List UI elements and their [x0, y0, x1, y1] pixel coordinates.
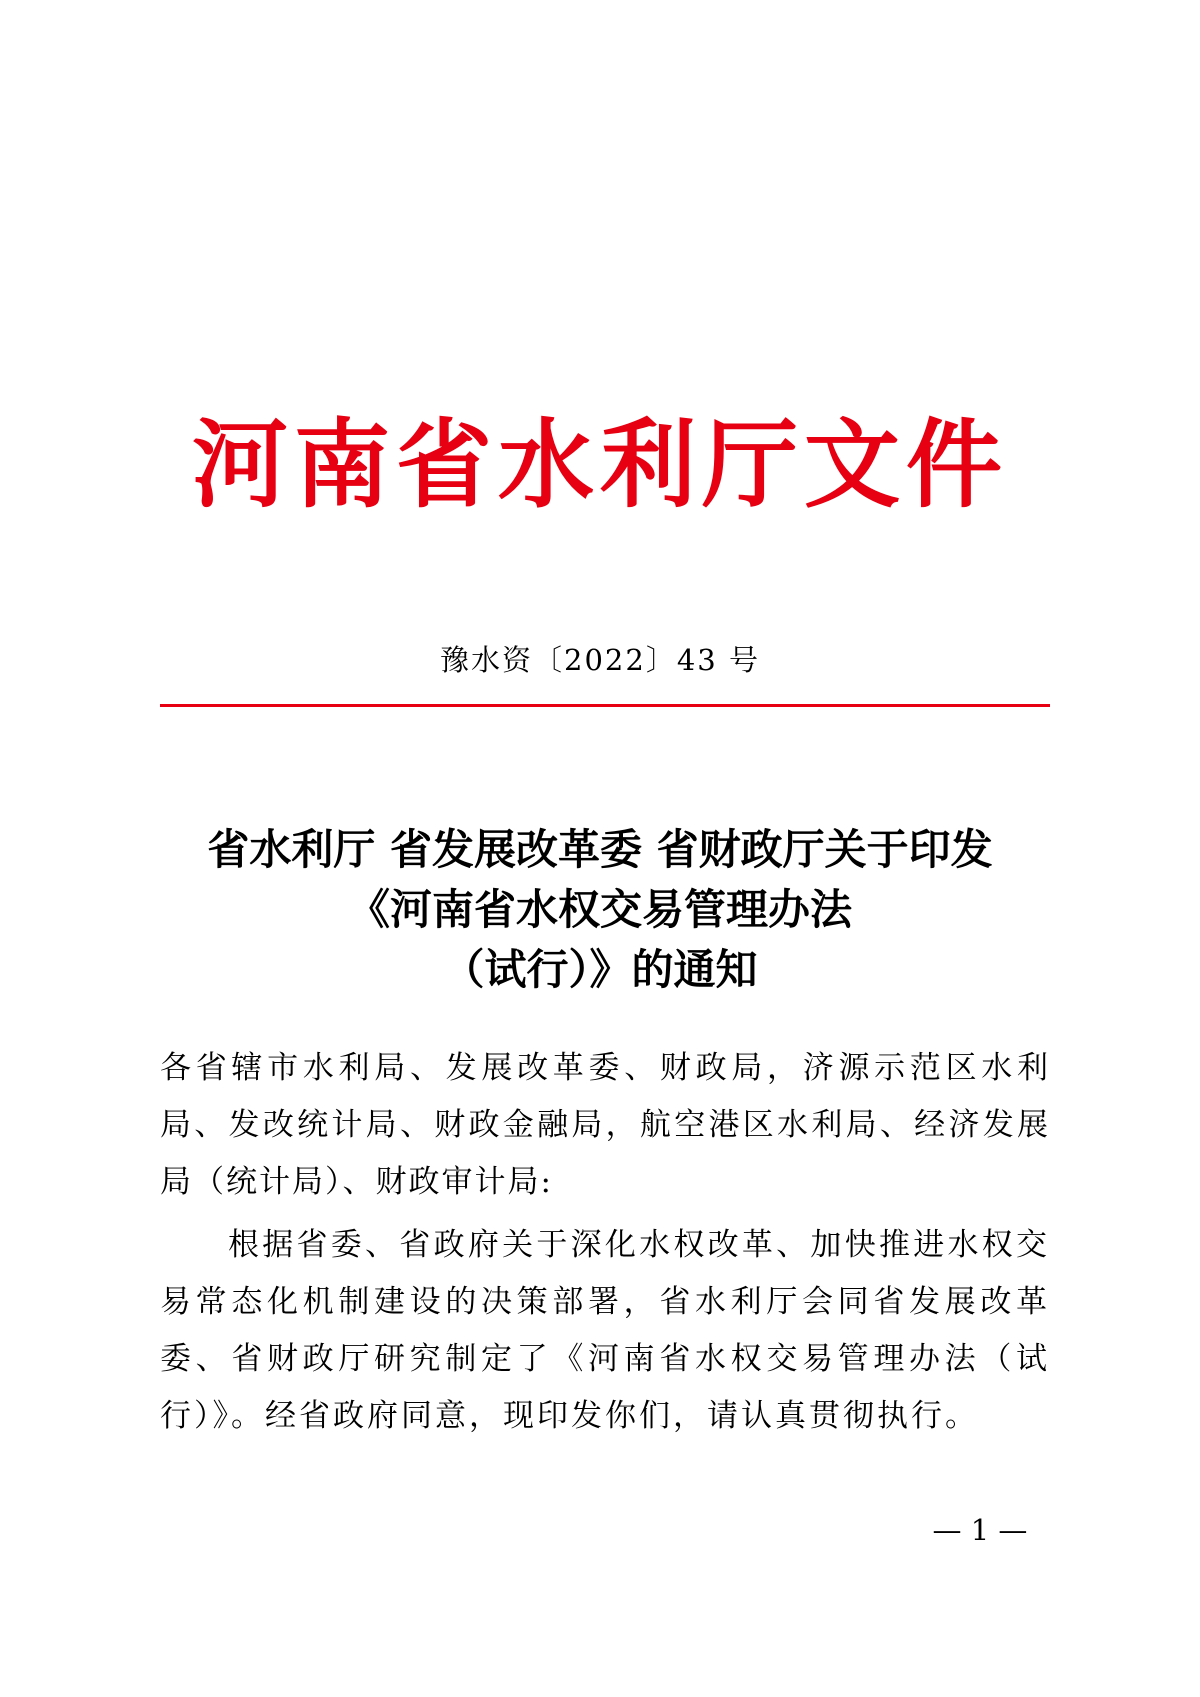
notice-title-line-3: （试行）》的通知: [442, 945, 758, 994]
recipient-salutation: 各省辖市水利局、发展改革委、财政局，济源示范区水利局、发改统计局、财政金融局，航空港区水利局、经济发展局（统计局）、财政审计局:: [160, 1050, 1050, 1200]
notice-title: [0, 820, 1200, 1000]
notice-title-line-2: 《河南省水权交易管理办法: [347, 885, 852, 934]
page-number: — 1 —: [932, 1513, 1028, 1547]
red-separator-line: [160, 704, 1050, 707]
document-number: 豫水资〔2022〕43 号: [440, 643, 760, 677]
document-masthead: 河南省水利厅文件: [192, 409, 1008, 521]
body-paragraph: 根据省委、省政府关于深化水权改革、加快推进水权交易常态化机制建设的决策部署，省水利厅会同省发展改革委、省财政厅研究制定了《河南省水权交易管理办法（试行）》。经省政府同意，现印发你们，请认真贯彻执行。: [160, 1227, 1050, 1434]
notice-title-line-1: 省水利厅 省发展改革委 省财政厅关于印发: [207, 825, 993, 874]
